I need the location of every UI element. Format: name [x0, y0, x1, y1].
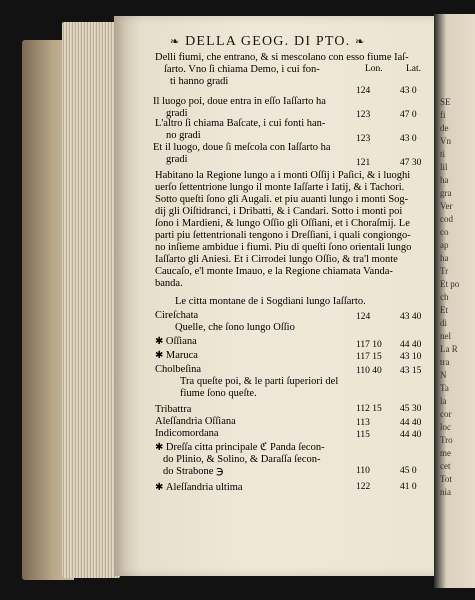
text-line [155, 278, 183, 290]
line-text: fiume ſono queſte. [180, 388, 257, 399]
facing-page-fragment: fi [440, 110, 446, 120]
text-line [155, 364, 201, 376]
facing-page-fragment: nia [440, 487, 451, 497]
line-text: Le citta montane de i Sogdiani lungo Iaſſarto. [175, 296, 366, 307]
text-line [155, 52, 409, 64]
facing-page-fragment: cor [440, 409, 452, 419]
line-text: Il luogo poi, doue entra in eſſo Iaſſarto ha [153, 96, 326, 107]
line-text: do Plinio, & Solino, & Daraſſa ſecon- [163, 454, 321, 465]
text-line [155, 428, 219, 440]
facing-page-fragment: di [440, 318, 448, 328]
latitude-value: 45 30 [400, 404, 422, 414]
line-text: Delli fiumi, che entrano, & si mescolano con esso fiume Iaſ- [155, 52, 409, 63]
facing-page-fragment: loc [440, 422, 451, 432]
longitude-value: 117 10 [356, 340, 382, 350]
line-text: gradi [166, 108, 188, 119]
line-text: Aleſſandria ultima [165, 482, 243, 493]
latitude-value: 45 0 [400, 466, 417, 476]
facing-page-fragment: cod [440, 214, 453, 224]
line-text: Caucaſo, e'l monte Imauo, e la Regione chiamata Vanda- [155, 266, 393, 277]
line-text: Cholbeſina [155, 364, 202, 375]
line-text: ti hanno gradi [170, 76, 229, 87]
facing-page-fragment: Tro [440, 435, 453, 445]
latitude-value: 43 15 [400, 366, 422, 376]
facing-page-text [440, 96, 475, 499]
longitude-value: 115 [356, 430, 370, 440]
text-line [170, 76, 228, 88]
text-line [155, 242, 411, 254]
line-text: do Strabone ℈ [163, 466, 224, 477]
facing-page-fragment: co [440, 227, 449, 237]
facing-page-fragment: N [440, 370, 447, 380]
text-line [155, 194, 408, 206]
facing-page-fragment: me [440, 448, 451, 458]
facing-page-fragment: de [440, 123, 449, 133]
facing-page-fragment: ha [440, 253, 449, 263]
text-line [163, 454, 320, 466]
facing-page-fragment: Tr [440, 266, 449, 276]
asterisk-icon: ✱ [155, 482, 166, 493]
text-line [155, 310, 198, 322]
facing-page-fragment: Et [440, 305, 448, 315]
facing-page-fragment: Vn [440, 136, 451, 146]
asterisk-icon: ✱ [155, 336, 166, 347]
line-text: Marucа [165, 350, 198, 361]
line-text: parti piu ſettentrionali tengono i Dreſſiani, i quali congiongo- [155, 230, 411, 241]
running-head-text: DELLA GEOG. DI PTO. [185, 34, 351, 49]
latitude-value: 41 0 [400, 482, 417, 492]
facing-page-fragment: cet [440, 461, 451, 471]
facing-page-fragment: nel [440, 331, 451, 341]
longitude-value: 121 [356, 158, 371, 168]
longitude-value: 110 40 [356, 366, 382, 376]
line-text: Quelle, che ſono lungo Oſſio [175, 322, 295, 333]
text-line [153, 142, 331, 154]
latitude-value: 44 40 [400, 418, 422, 428]
fleuron-icon: ❧ [355, 36, 366, 48]
latitude-value: 44 40 [400, 340, 422, 350]
text-line [155, 482, 243, 494]
facing-page-fragment: Et po [440, 279, 460, 289]
longitude-value: 122 [356, 482, 371, 492]
column-header-lat: Lat. [406, 64, 422, 74]
latitude-value: 43 10 [400, 352, 422, 362]
text-line [155, 404, 191, 416]
text-line [175, 296, 366, 308]
asterisk-icon: ✱ [155, 350, 166, 361]
facing-page-fragment: la [440, 396, 447, 406]
facing-page-fragment: ha [440, 175, 449, 185]
fleuron-icon: ❧ [170, 36, 181, 48]
line-text: gradi [166, 154, 188, 165]
line-text: dij gli Oiſtidranci, i Dribatti, & i Candari. Sotto i monti poi [155, 206, 403, 217]
longitude-value: 113 [356, 418, 370, 428]
text-line [164, 64, 320, 76]
line-text: no inſieme ambidue i fiumi. Piu di queſti ſono orientali lungo [155, 242, 412, 253]
longitude-value: 112 15 [356, 404, 382, 414]
text-line [153, 96, 326, 108]
line-text: Iaſſarto gli Aniesi. Et i Cirrodei lungo Oſſio, & tra'l monte [155, 254, 398, 265]
column-header-lon: Lon. [365, 64, 383, 74]
text-line [175, 322, 295, 334]
text-line [155, 350, 198, 362]
latitude-value: 43 0 [400, 134, 417, 144]
facing-page-fragment: Ver [440, 201, 453, 211]
facing-page-fragment: lil [440, 162, 448, 172]
line-text: Tribattra [155, 404, 192, 415]
text-line [163, 466, 223, 478]
running-head [170, 34, 366, 50]
text-line [166, 130, 201, 142]
latitude-value: 43 40 [400, 312, 422, 322]
latitude-value: 44 40 [400, 430, 422, 440]
longitude-value: 124 [356, 312, 371, 322]
facing-page-fragment: ap [440, 240, 449, 250]
latitude-value: 47 0 [400, 110, 417, 120]
text-line [155, 442, 325, 454]
facing-page-fragment: gra [440, 188, 452, 198]
line-text: Oſſiana [165, 336, 197, 347]
longitude-value: 123 [356, 134, 371, 144]
facing-page-fragment: ti [440, 149, 446, 159]
text-line [155, 416, 236, 428]
facing-page-fragment: Ta [440, 383, 449, 393]
longitude-value: 124 [356, 86, 371, 96]
line-text: Tra queſte poi, & le parti ſuperiori del [180, 376, 339, 387]
line-text: ſarto. Vno ſi chiama Demo, i cui fon- [164, 64, 320, 75]
line-text: Habitano la Regione lungo a i monti Oſſij i Paſici, & i luoghi [155, 170, 411, 181]
line-text: Aleſſandria Oſſiana [155, 416, 236, 427]
text-line [155, 170, 410, 182]
text-line [155, 254, 398, 266]
line-text: Cireſchata [155, 310, 199, 321]
page-edges [62, 22, 120, 578]
facing-page-fragment: ch [440, 292, 449, 302]
facing-page-fragment: tra [440, 357, 450, 367]
text-line [180, 388, 257, 400]
line-text: ſono i Mardieni, & lungo Oſſio gli Oſſiani, et i Choraſmij. Le [155, 218, 410, 229]
line-text: Et il luogo, doue ſi meſcola con Iaſſarto ha [153, 142, 331, 153]
text-line [166, 154, 188, 166]
facing-page-fragment: SE [440, 97, 451, 107]
longitude-value: 117 15 [356, 352, 382, 362]
line-text: uerſo ſettentrione lungo il monte Iaſſarte i Iatij, & i Tachori. [155, 182, 405, 193]
text-line [155, 218, 410, 230]
text-line [155, 182, 404, 194]
line-text: Sotto queſti ſono gli Augali. et piu auanti lungo i monti Sog- [155, 194, 409, 205]
line-text: banda. [155, 278, 183, 289]
line-text: Dreſſa citta principale ℭ Panda ſecon- [165, 442, 325, 453]
longitude-value: 123 [356, 110, 371, 120]
asterisk-icon: ✱ [155, 442, 166, 453]
latitude-value: 43 0 [400, 86, 417, 96]
text-line [155, 206, 402, 218]
text-line [180, 376, 338, 388]
text-line [155, 266, 393, 278]
line-text: L'altro ſi chiama Baſcate, i cui fonti han- [155, 118, 326, 129]
text-line [155, 336, 197, 348]
longitude-value: 110 [356, 466, 370, 476]
line-text: Indicomordana [155, 428, 219, 439]
line-text: no gradi [166, 130, 201, 141]
latitude-value: 47 30 [400, 158, 422, 168]
facing-page-fragment: Tot [440, 474, 452, 484]
text-line [155, 230, 411, 242]
text-line [155, 118, 325, 130]
facing-page-fragment: La R [440, 344, 458, 354]
